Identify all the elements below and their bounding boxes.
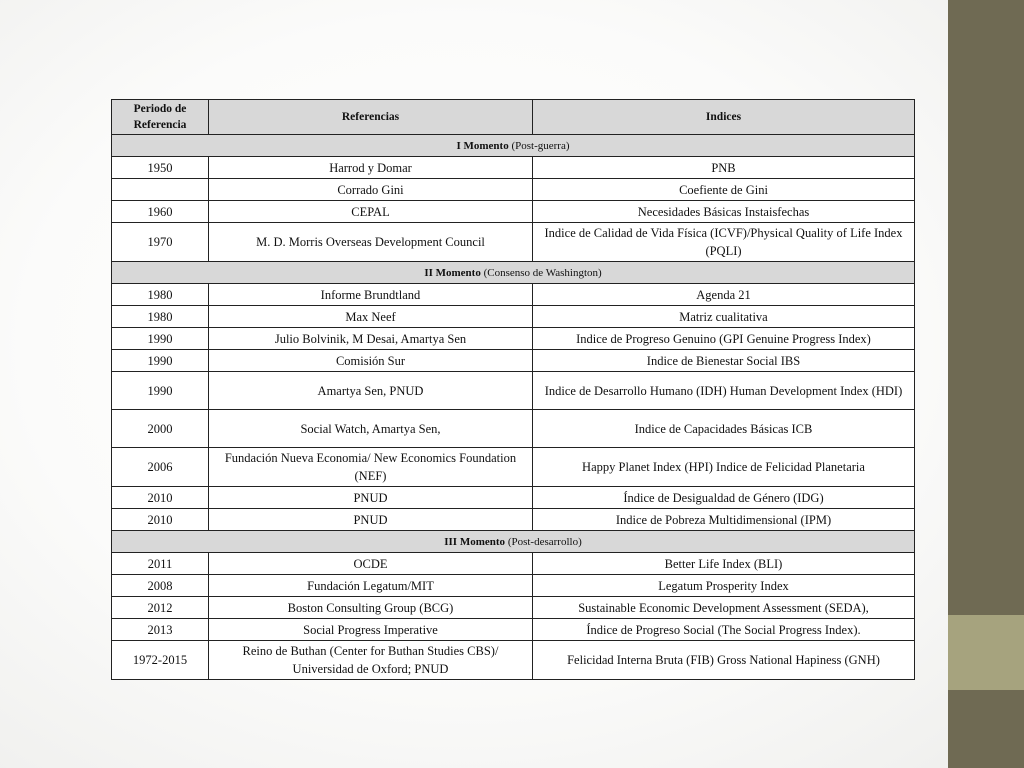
year-cell: 1990 [112,328,209,350]
year-cell: 2006 [112,448,209,487]
section-label [112,262,915,284]
reference-cell: Corrado Gini [209,179,533,201]
reference-cell: Social Progress Imperative [209,619,533,641]
table-row [112,410,915,448]
header-referencias: Referencias [209,100,533,135]
index-cell: Indice de Progreso Genuino (GPI Genuine Progress Index) [533,328,915,350]
year-cell: 2010 [112,487,209,509]
reference-cell: Comisión Sur [209,350,533,372]
reference-cell: Harrod y Domar [209,157,533,179]
year-cell [112,179,209,201]
year-cell: 1980 [112,284,209,306]
index-cell: Índice de Desigualdad de Género (IDG) [533,487,915,509]
index-cell: Happy Planet Index (HPI) Indice de Felicidad Planetaria [533,448,915,487]
index-cell: Índice de Progreso Social (The Social Progress Index). [533,619,915,641]
year-cell: 1990 [112,372,209,410]
year-cell: 2011 [112,553,209,575]
table-row [112,448,915,487]
index-cell: Matriz cualitativa [533,306,915,328]
year-cell: 1970 [112,223,209,262]
year-cell: 2010 [112,509,209,531]
table-row [112,509,915,531]
reference-cell: OCDE [209,553,533,575]
side-band-accent [948,615,1024,690]
reference-cell: PNUD [209,487,533,509]
table-row [112,201,915,223]
index-cell: Sustainable Economic Development Assessment (SEDA), [533,597,915,619]
year-cell: 1990 [112,350,209,372]
index-cell: Indice de Desarrollo Humano (IDH) Human Development Index (HDI) [533,372,915,410]
table-row [112,575,915,597]
year-cell: 1972-2015 [112,641,209,680]
table-row [112,487,915,509]
index-cell: Indice de Pobreza Multidimensional (IPM) [533,509,915,531]
reference-cell: Boston Consulting Group (BCG) [209,597,533,619]
table-row [112,619,915,641]
year-cell: 2008 [112,575,209,597]
reference-cell: Fundación Nueva Economia/ New Economics Foundation (NEF) [209,448,533,487]
table-row [112,641,915,680]
table-row [112,597,915,619]
header-indices: Indices [533,100,915,135]
table-row [112,306,915,328]
section-label [112,135,915,157]
reference-cell: Max Neef [209,306,533,328]
reference-cell: CEPAL [209,201,533,223]
section-title: I Momento [456,139,509,152]
reference-cell: M. D. Morris Overseas Development Council [209,223,533,262]
section-subtitle: (Consenso de Washington) [483,266,602,279]
index-cell: Indice de Capacidades Básicas ICB [533,410,915,448]
year-cell: 1960 [112,201,209,223]
section-row [112,262,915,284]
section-title: III Momento [444,535,506,548]
table-row [112,553,915,575]
reference-cell: Informe Brundtland [209,284,533,306]
year-cell: 2013 [112,619,209,641]
slide-table-container [111,99,914,680]
table-row [112,223,915,262]
table-row [112,328,915,350]
index-reference-table [111,99,915,680]
index-cell: Indice de Bienestar Social IBS [533,350,915,372]
section-subtitle: (Post-desarrollo) [507,535,582,548]
index-cell: Necesidades Básicas Instaisfechas [533,201,915,223]
index-cell: Coefiente de Gini [533,179,915,201]
table-header-row [112,100,915,135]
reference-cell: Amartya Sen, PNUD [209,372,533,410]
section-subtitle: (Post-guerra) [511,139,570,152]
index-cell: Indice de Calidad de Vida Física (ICVF)/Physical Quality of Life Index (PQLI) [533,223,915,262]
index-cell: Agenda 21 [533,284,915,306]
year-cell: 1950 [112,157,209,179]
section-row [112,531,915,553]
section-label [112,531,915,553]
table-row [112,372,915,410]
index-cell: PNB [533,157,915,179]
reference-cell: PNUD [209,509,533,531]
section-title: II Momento [424,266,481,279]
year-cell: 2012 [112,597,209,619]
reference-cell: Fundación Legatum/MIT [209,575,533,597]
index-cell: Felicidad Interna Bruta (FIB) Gross National Hapiness (GNH) [533,641,915,680]
header-periodo: Periodo de Referencia [112,100,209,135]
table-row [112,157,915,179]
year-cell: 1980 [112,306,209,328]
year-cell: 2000 [112,410,209,448]
table-row [112,350,915,372]
reference-cell: Social Watch, Amartya Sen, [209,410,533,448]
reference-cell: Reino de Buthan (Center for Buthan Studies CBS)/ Universidad de Oxford; PNUD [209,641,533,680]
reference-cell: Julio Bolvinik, M Desai, Amartya Sen [209,328,533,350]
table-row [112,179,915,201]
index-cell: Legatum Prosperity Index [533,575,915,597]
section-row [112,135,915,157]
index-cell: Better Life Index (BLI) [533,553,915,575]
table-row [112,284,915,306]
